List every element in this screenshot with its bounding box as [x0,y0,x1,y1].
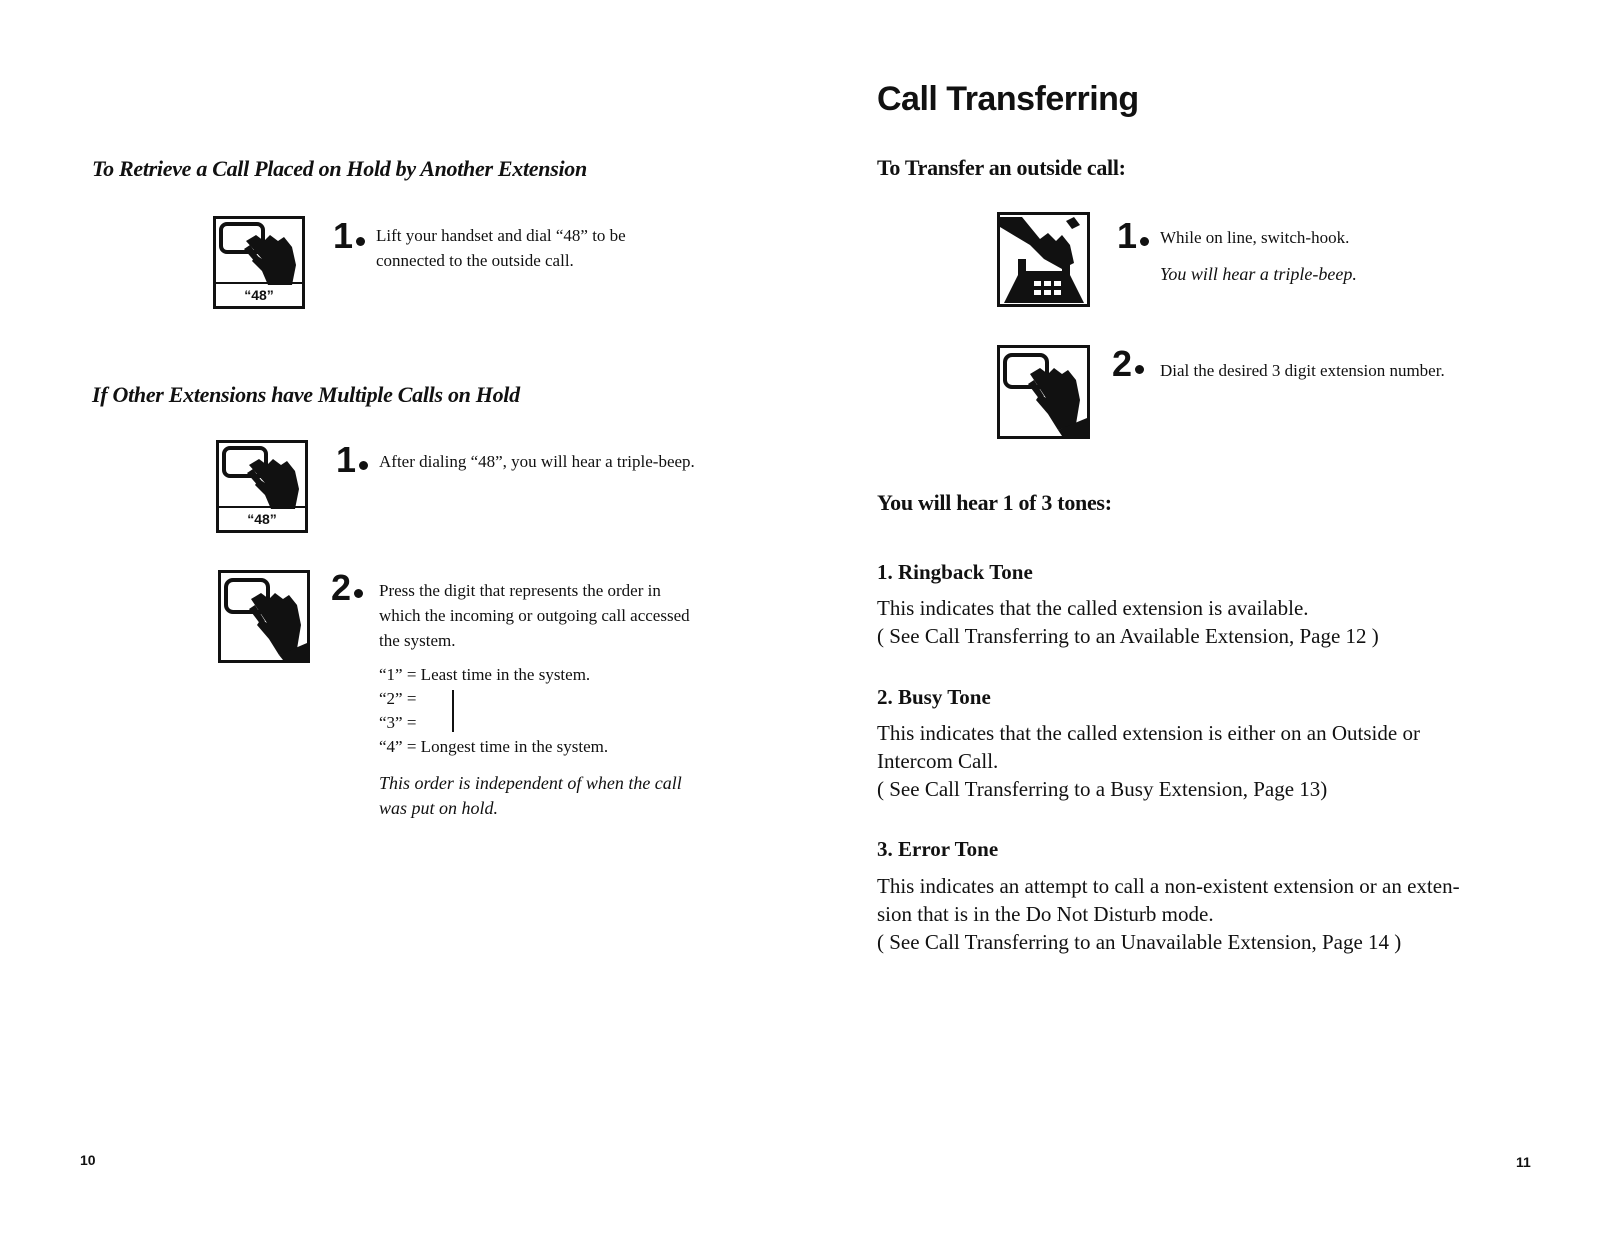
step-1-number: 1 [336,442,368,478]
hand-dial-icon [216,440,308,533]
icon-label-48: “48” [219,506,305,530]
hand-dial-icon [997,345,1090,439]
busy-tone-heading: 2. Busy Tone [877,685,991,709]
list-item: “2” = [379,689,417,708]
busy-tone-description: This indicates that the called extension is either on an Outside or Intercom Call. ( See Call Transferring to a Busy Extension, Page 13) [877,721,1420,801]
step-1-text: Lift your handset and dial “48” to be connected to the outside call. [376,226,626,270]
error-tone-description: This indicates an attempt to call a non-existent extension or an exten- sion that is in the Do Not Disturb mode. ( See Call Transferring to an Unavailable Extension, Page 14 ) [877,874,1460,954]
step-1-text: While on line, switch-hook. [1160,228,1350,247]
icon-label-48: “48” [216,282,302,306]
list-item: “1” = Least time in the system. [379,665,591,684]
page-title: Call Transferring [877,80,1139,118]
step-2-text: Dial the desired 3 digit extension number. [1160,361,1445,380]
step-1-number: 1 [333,218,365,254]
ringback-tone-heading: 1. Ringback Tone [877,560,1033,584]
step-2-number: 2 [331,570,363,606]
ringback-tone-description: This indicates that the called extension is available. ( See Call Transferring to an Available Extension, Page 12 ) [877,596,1379,648]
error-tone-heading: 3. Error Tone [877,837,999,861]
transfer-outside-call-heading: To Transfer an outside call: [877,155,1126,180]
tones-heading: You will hear 1 of 3 tones: [877,490,1112,515]
list-item: “3” = [379,713,417,732]
step-1-number: 1 [1117,218,1149,254]
hand-phone-switch-hook-icon [997,212,1090,307]
page-number-right: 11 [1516,1154,1531,1170]
step-2-number: 2 [1112,346,1144,382]
multiple-calls-heading: If Other Extensions have Multiple Calls on Hold [92,382,520,407]
order-note: This order is independent of when the call was put on hold. [379,773,682,818]
list-item: “4” = Longest time in the system. [379,737,609,756]
step-1-note: You will hear a triple-beep. [1160,264,1357,284]
hand-dial-icon [213,216,305,309]
step-2-text: Press the digit that represents the order in which the incoming or outgoing call accessed the system. [379,581,690,650]
call-order-list [379,663,608,759]
retrieve-call-heading: To Retrieve a Call Placed on Hold by Another Extension [92,156,587,181]
page-number-left: 10 [80,1152,96,1168]
hand-dial-icon [218,570,310,663]
ellipsis-bracket [452,690,454,732]
step-1-text: After dialing “48”, you will hear a triple-beep. [379,452,695,471]
